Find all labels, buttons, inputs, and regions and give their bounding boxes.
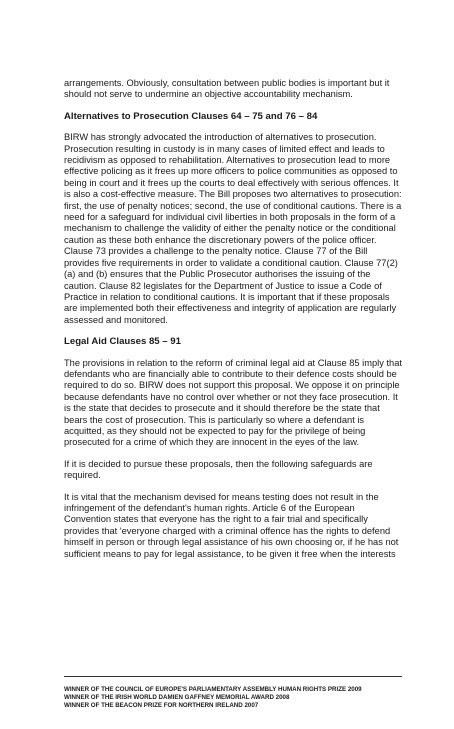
intro-paragraph: arrangements. Obviously, consultation between public bodies is important but it should not serve to undermine an objective accountability mechanism.: [64, 78, 390, 100]
section-heading-legal-aid: Legal Aid Clauses 85 – 91: [64, 336, 181, 348]
document-body: [64, 78, 402, 570]
section-heading-alternatives: Alternatives to Prosecution Clauses 64 – 75 and 76 – 84: [64, 110, 318, 122]
legal-aid-paragraph-3: It is vital that the mechanism devised for means testing does not result in the infringement of the defendant's human rights. Article 6 of the European Convention states that everyone has the right to a fair trial and specifically provides that 'everyone charged with a criminal offence has the rights to defend himself in person or through legal assistance of his own choosing or, if he has not sufficient means to pay for legal assistance, to be given it free when the interests: [64, 491, 399, 559]
alternatives-paragraph: BIRW has strongly advocated the introduction of alternatives to prosecution. Prosecution resulting in custody is in many cases of limited effect and leads to recidivism as opposed to rehabilitation. Alternatives to prosecution lead to more effective policing as it frees up more officers to police communities as opposed to being in court and it frees up the courts to deal effectively with serious offences. It is also a cost-effective measure. The Bill proposes two alternatives to prosecution: first, the use of penalty notices; second, the use of conditional cautions. There is a need for a safeguard for individual civil liberties in both proposals in the form of a mechanism to challenge the validity of either the penalty notice or the conditional caution as these both enhance the discretionary powers of the police officer. Clause 73 provides a challenge to the penalty notice. Clause 77 of the Bill provides five requirements in order to validate a conditional caution. Clause 77(2) (a) and (b) ensures that the Public Prosecutor authorises the issuing of the caution. Clause 82 legislates for the Department of Justice to issue a Code of Practice in relation to conditional cautions. It is important that if these proposals are implemented both their effectiveness and integrity of application are regularly assessed and monitored.: [64, 132, 402, 325]
legal-aid-paragraph-1: The provisions in relation to the reform of criminal legal aid at Clause 85 imply that defendants who are financially able to contribute to their defence costs should be required to do so. BIRW does not support this proposal. We oppose it on principle because defendants have no control over whether or not they face prosecution. It is the state that decides to prosecute and it should therefore be the state that bears the cost of prosecution. This is particularly so where a defendant is acquitted, as they should not be expected to pay for the privilege of being prosecuted for a crime of which they are innocent in the eyes of the law.: [64, 357, 402, 448]
awards-footer: [64, 676, 402, 710]
award-line: WINNER OF THE IRISH WORLD DAMIEN GAFFNEY MEMORIAL AWARD 2008: [64, 694, 290, 701]
award-line: WINNER OF THE COUNCIL OF EUROPE'S PARLIAMENTARY ASSEMBLY HUMAN RIGHTS PRIZE 2009: [64, 686, 362, 693]
legal-aid-paragraph-2: If it is decided to pursue these proposals, then the following safeguards are required.: [64, 458, 373, 481]
award-line: WINNER OF THE BEACON PRIZE FOR NORTHERN IRELAND 2007: [64, 702, 259, 709]
